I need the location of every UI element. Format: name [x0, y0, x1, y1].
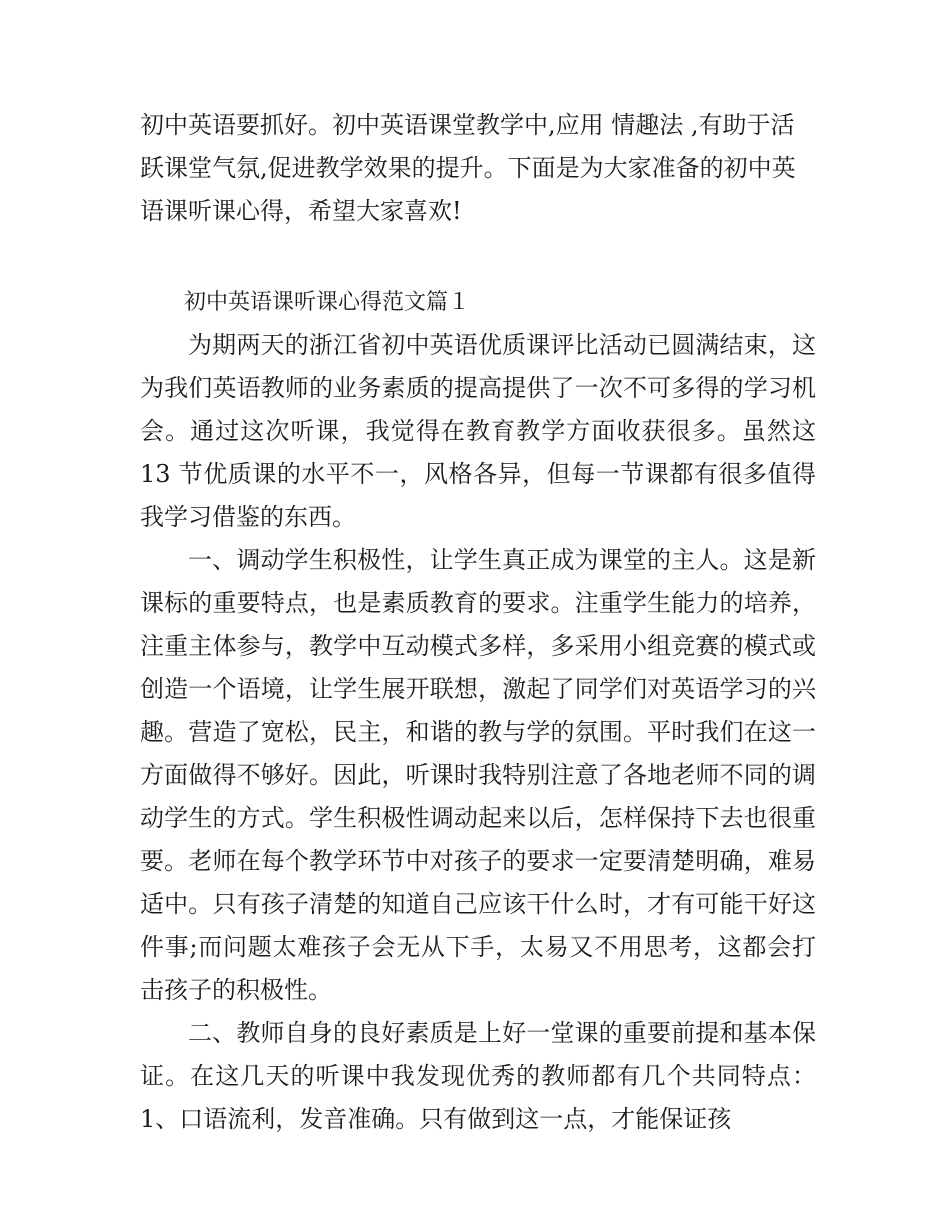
section-title: 初中英语课听课心得范文篇１	[184, 290, 471, 315]
blank-gap	[140, 233, 816, 281]
document-page	[140, 104, 816, 1141]
body-paragraph-3: 二、教师自身的良好素质是上好一堂课的重要前提和基本保证。在这几天的听课中我发现优秀的教师都有几个共同特点：1、口语流利，发音准确。只有做到这一点，才能保证孩	[140, 1019, 816, 1133]
intro-paragraph: 初中英语要抓好。初中英语课堂教学中,应用 情趣法 ,有助于活跃课堂气氛,促进教学效果的提升。下面是为大家准备的初中英语课听课心得，希望大家喜欢!	[140, 111, 796, 225]
body-paragraph-1: 为期两天的浙江省初中英语优质课评比活动已圆满结束，这为我们英语教师的业务素质的提高提供了一次不可多得的学习机会。通过这次听课，我觉得在教育教学方面收获很多。虽然这 13 节优质课的水平不一，风格各异，但每一节课都有很多值得我学习借鉴的东西。	[140, 331, 816, 531]
body-paragraph-2: 一、调动学生积极性，让学生真正成为课堂的主人。这是新课标的重要特点，也是素质教育的要求。注重学生能力的培养，注重主体参与，教学中互动模式多样，多采用小组竞赛的模式或创造一个语境，让学生展开联想，激起了同学们对英语学习的兴趣。营造了宽松，民主，和谐的教与学的氛围。平时我们在这一方面做得不够好。因此，听课时我特别注意了各地老师不同的调动学生的方式。学生积极性调动起来以后，怎样保持下去也很重要。老师在每个教学环节中对孩子的要求一定要清楚明确，难易适中。只有孩子清楚的知道自己应该干什么时，才有可能干好这件事;而问题太难孩子会无从下手，太易又不用思考，这都会打击孩子的积极性。	[140, 546, 816, 1004]
